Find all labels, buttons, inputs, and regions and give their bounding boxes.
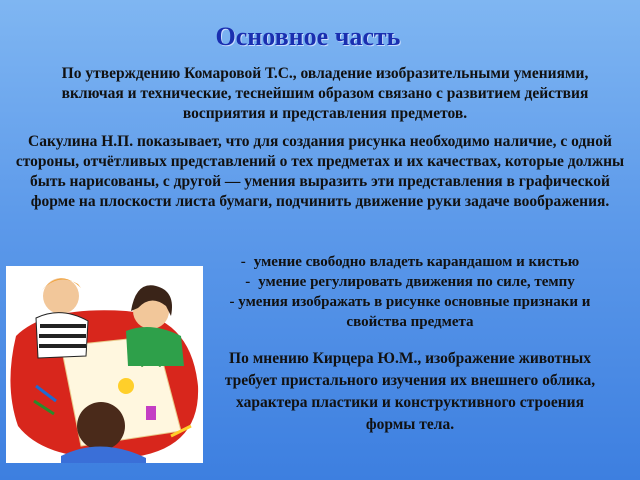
slide-title: Основное часть bbox=[215, 22, 401, 51]
bullet-dash: - bbox=[240, 254, 246, 270]
flower-drawing bbox=[146, 406, 156, 420]
list-item bbox=[204, 272, 616, 292]
sun-drawing bbox=[118, 378, 134, 394]
skills-list bbox=[204, 252, 616, 332]
child-left-head bbox=[43, 278, 79, 314]
paragraph-sakulina: Сакулина Н.П. показывает, что для создания рисунка необходимо наличие, с одной стороны, отчётливых представлений о тех предметах и их качествах, которые должны быть нарисованы, с другой — умения выразить эти представления в графической форме на плоскости листа бумаги, подчинить движение руки задаче воображения. bbox=[15, 133, 625, 210]
children-drawing-illustration bbox=[6, 266, 203, 463]
list-item bbox=[204, 252, 616, 272]
bullet-dash: - bbox=[245, 274, 251, 290]
paragraph-kirtser: По мнению Кирцера Ю.М., изображение животных требует пристального изучения их внешнего облика, характера пластики и конструктивного строения формы тела. bbox=[224, 350, 596, 433]
list-item-text: умение регулировать движения по силе, темпу bbox=[258, 274, 575, 290]
list-item-text: умение свободно владеть карандашом и кистью bbox=[253, 254, 580, 270]
list-item: - умения изображать в рисунке основные признаки и свойства предмета bbox=[229, 294, 591, 330]
child-bottom-head bbox=[77, 402, 125, 450]
paragraph-komarova: По утверждению Комаровой Т.С., овладение изобразительными умениями, включая и технические, теснейшим образом связано с развитием действия восприятия и представления предметов. bbox=[61, 65, 589, 122]
